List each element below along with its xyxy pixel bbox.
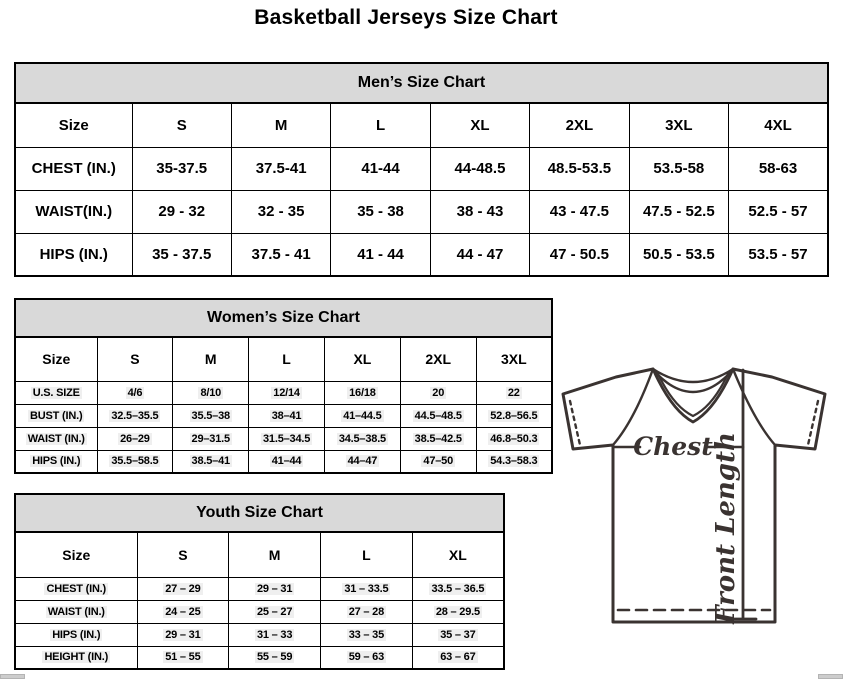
table-row — [15, 646, 504, 669]
size-cell: 41–44.5 — [324, 404, 400, 427]
jersey-measurement-diagram — [556, 360, 832, 632]
row-label — [15, 577, 137, 600]
mens-table-title: Men’s Size Chart — [15, 63, 828, 103]
size-cell: 50.5 - 53.5 — [629, 233, 728, 276]
table-row — [15, 404, 552, 427]
womens-size-table — [14, 298, 553, 474]
size-cell: 29 – 31 — [137, 623, 229, 646]
mens-col-header: 2XL — [530, 103, 629, 147]
size-cell: 44.5–48.5 — [400, 404, 476, 427]
size-cell: 51 – 55 — [137, 646, 229, 669]
size-cell: 44 - 47 — [430, 233, 529, 276]
row-label-text: WAIST (IN.) — [47, 605, 105, 618]
size-cell: 58-63 — [729, 147, 828, 190]
row-label-text: HIPS (IN.) — [32, 455, 81, 468]
size-cell: 12/14 — [249, 381, 325, 404]
table-row — [15, 450, 552, 473]
table-row — [15, 381, 552, 404]
row-label — [15, 404, 97, 427]
scrollbar-left-button[interactable] — [0, 674, 25, 679]
row-label-text: HEIGHT (IN.) — [44, 651, 109, 664]
size-cell: 41 - 44 — [331, 233, 430, 276]
row-label — [15, 381, 97, 404]
size-cell: 55 – 59 — [229, 646, 321, 669]
size-cell: 46.8–50.3 — [476, 427, 552, 450]
table-row — [15, 427, 552, 450]
size-cell: 44-48.5 — [430, 147, 529, 190]
youth-table-title: Youth Size Chart — [15, 494, 504, 532]
mens-col-header: S — [132, 103, 231, 147]
row-label-text: WAIST (IN.) — [27, 432, 85, 445]
size-cell: 38–41 — [249, 404, 325, 427]
size-cell: 8/10 — [173, 381, 249, 404]
size-cell: 54.3–58.3 — [476, 450, 552, 473]
size-cell: 37.5-41 — [231, 147, 330, 190]
womens-col-header: Size — [15, 337, 97, 381]
size-cell: 43 - 47.5 — [530, 190, 629, 233]
youth-col-header: M — [229, 532, 321, 577]
womens-table-title: Women’s Size Chart — [15, 299, 552, 337]
row-label — [15, 600, 137, 623]
table-row — [15, 233, 828, 276]
size-cell: 35.5–38 — [173, 404, 249, 427]
size-cell: 38 - 43 — [430, 190, 529, 233]
womens-col-header: M — [173, 337, 249, 381]
size-cell: 20 — [400, 381, 476, 404]
womens-col-header: XL — [324, 337, 400, 381]
size-cell: 53.5-58 — [629, 147, 728, 190]
size-cell: 26–29 — [97, 427, 173, 450]
row-label-text: U.S. SIZE — [32, 386, 80, 399]
size-cell: 27 – 29 — [137, 577, 229, 600]
size-cell: 35.5–58.5 — [97, 450, 173, 473]
size-cell: 33.5 – 36.5 — [412, 577, 504, 600]
row-label-text: BUST (IN.) — [30, 409, 83, 422]
size-cell: 32 - 35 — [231, 190, 330, 233]
youth-col-header: L — [321, 532, 413, 577]
size-cell: 31 – 33.5 — [321, 577, 413, 600]
size-cell: 29 - 32 — [132, 190, 231, 233]
size-cell: 34.5–38.5 — [324, 427, 400, 450]
womens-col-header: 2XL — [400, 337, 476, 381]
size-cell: 41–44 — [249, 450, 325, 473]
size-cell: 47 - 50.5 — [530, 233, 629, 276]
youth-size-table — [14, 493, 505, 670]
size-cell: 52.8–56.5 — [476, 404, 552, 427]
size-cell: 24 – 25 — [137, 600, 229, 623]
size-cell: 33 – 35 — [321, 623, 413, 646]
scrollbar-right-button[interactable] — [818, 674, 843, 679]
row-label: HIPS (IN.) — [15, 233, 132, 276]
size-cell: 59 – 63 — [321, 646, 413, 669]
size-cell: 31 – 33 — [229, 623, 321, 646]
table-row — [15, 577, 504, 600]
size-cell: 52.5 - 57 — [729, 190, 828, 233]
size-cell: 27 – 28 — [321, 600, 413, 623]
size-cell: 37.5 - 41 — [231, 233, 330, 276]
mens-col-header: L — [331, 103, 430, 147]
table-row — [15, 600, 504, 623]
size-cell: 44–47 — [324, 450, 400, 473]
size-cell: 38.5–42.5 — [400, 427, 476, 450]
row-label — [15, 623, 137, 646]
jersey-vneck-inner — [658, 374, 728, 416]
table-row — [15, 147, 828, 190]
size-cell: 35 – 37 — [412, 623, 504, 646]
youth-col-header: Size — [15, 532, 137, 577]
mens-col-header: M — [231, 103, 330, 147]
table-row — [15, 190, 828, 233]
size-cell: 63 – 67 — [412, 646, 504, 669]
chest-label: Chest — [633, 432, 713, 461]
row-label: CHEST (IN.) — [15, 147, 132, 190]
size-cell: 35 - 38 — [331, 190, 430, 233]
size-cell: 29 – 31 — [229, 577, 321, 600]
size-cell: 38.5–41 — [173, 450, 249, 473]
row-label: WAIST(IN.) — [15, 190, 132, 233]
size-cell: 25 – 27 — [229, 600, 321, 623]
size-cell: 35 - 37.5 — [132, 233, 231, 276]
womens-col-header: 3XL — [476, 337, 552, 381]
jersey-outline — [563, 369, 825, 622]
womens-col-header: S — [97, 337, 173, 381]
size-cell: 29–31.5 — [173, 427, 249, 450]
size-cell: 35-37.5 — [132, 147, 231, 190]
row-label — [15, 450, 97, 473]
youth-col-header: S — [137, 532, 229, 577]
size-cell: 16/18 — [324, 381, 400, 404]
size-cell: 4/6 — [97, 381, 173, 404]
size-cell: 41-44 — [331, 147, 430, 190]
row-label — [15, 427, 97, 450]
size-cell: 28 – 29.5 — [412, 600, 504, 623]
size-cell: 47.5 - 52.5 — [629, 190, 728, 233]
mens-col-header: XL — [430, 103, 529, 147]
mens-col-header: 3XL — [629, 103, 728, 147]
size-cell: 48.5-53.5 — [530, 147, 629, 190]
row-label-text: CHEST (IN.) — [46, 582, 107, 595]
size-cell: 31.5–34.5 — [249, 427, 325, 450]
youth-col-header: XL — [412, 532, 504, 577]
front-length-label: Front Length — [711, 432, 741, 624]
size-cell: 22 — [476, 381, 552, 404]
row-label-text: HIPS (IN.) — [52, 628, 101, 641]
mens-size-table — [14, 62, 829, 277]
size-cell: 53.5 - 57 — [729, 233, 828, 276]
size-cell: 32.5–35.5 — [97, 404, 173, 427]
row-label — [15, 646, 137, 669]
size-cell: 47–50 — [400, 450, 476, 473]
mens-col-header: 4XL — [729, 103, 828, 147]
page-title: Basketball Jerseys Size Chart — [254, 6, 558, 29]
table-row — [15, 623, 504, 646]
womens-col-header: L — [249, 337, 325, 381]
mens-col-header: Size — [15, 103, 132, 147]
